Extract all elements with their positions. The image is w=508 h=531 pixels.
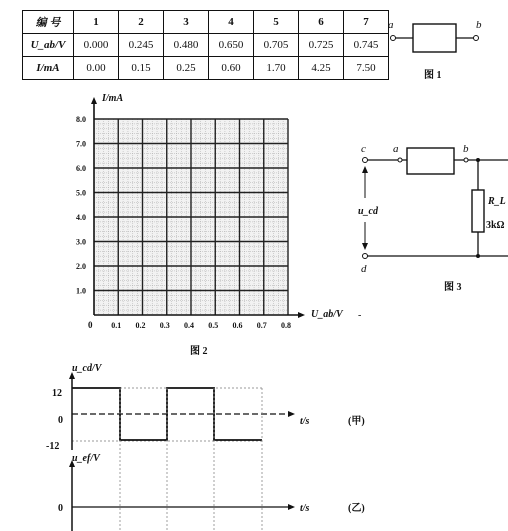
x-tick-label: 0.8: [281, 321, 291, 330]
label-c: c: [361, 143, 366, 155]
table-head-cell: 1: [74, 11, 119, 34]
table-cell: 1.70: [254, 57, 299, 80]
table-head-cell: 4: [209, 11, 254, 34]
jia-zero-label: 0: [58, 415, 63, 426]
x-tick-label: 0.3: [159, 321, 170, 330]
table-head-cell: 3: [164, 11, 209, 34]
terminal-c: [363, 158, 368, 163]
label-b-fig3: b: [463, 143, 469, 155]
table-cell: 0.705: [254, 34, 299, 57]
label-a-fig3: a: [393, 143, 399, 155]
figure-1: [388, 19, 482, 81]
jia-top-label: 12: [52, 388, 62, 399]
y-tick-label: 5.0: [76, 188, 86, 198]
load-resistor: [472, 190, 484, 232]
x-tick-label: 0.2: [135, 321, 146, 330]
y-tick-label: 3.0: [76, 237, 86, 247]
label-rl: R_L: [488, 196, 506, 207]
table-head-cell: 编 号: [23, 11, 74, 34]
figure-3-circuit: [358, 143, 508, 321]
x-tick-labels: [111, 321, 291, 330]
row-label-voltage: U_ab/V: [23, 34, 74, 57]
label-ucd: u_cd: [358, 206, 378, 217]
node-a: [398, 158, 402, 162]
table-cell: 0.25: [164, 57, 209, 80]
fig3-caption: 图 3: [444, 282, 462, 293]
table-head-cell: 5: [254, 11, 299, 34]
jia-t-label: t/s: [300, 416, 310, 427]
yi-zero-label: 0: [58, 503, 63, 514]
label-b: b: [476, 19, 482, 31]
x-tick-label: 0.4: [184, 321, 194, 330]
stray-dash: -: [358, 310, 362, 321]
table-cell: 0.745: [344, 34, 389, 57]
x-tick-label: 0.5: [208, 321, 219, 330]
label-d: d: [361, 263, 367, 275]
junction-top: [476, 158, 480, 162]
table-cell: 0.725: [299, 34, 344, 57]
table-cell: 7.50: [344, 57, 389, 80]
y-axis-label: I/mA: [102, 93, 124, 104]
terminal-a: [391, 36, 396, 41]
table-head-cell: 7: [344, 11, 389, 34]
x-axis-label: U_ab/V: [311, 309, 343, 320]
fig1-caption: 图 1: [424, 70, 442, 81]
table-cell: 0.245: [119, 34, 164, 57]
figure-2-chart: [76, 93, 344, 357]
table-cell: 0.60: [209, 57, 254, 80]
origin-label: 0: [88, 320, 93, 330]
junction-bottom: [476, 254, 480, 258]
table-cell: 0.480: [164, 34, 209, 57]
y-tick-label: 4.0: [76, 213, 86, 222]
waveform-jia: [46, 363, 365, 452]
yi-tag: (乙): [348, 503, 365, 514]
node-b: [464, 158, 468, 162]
jia-bottom-label: -12: [46, 441, 60, 452]
x-tick-label: 0.1: [111, 321, 122, 330]
table-head-cell: 6: [299, 11, 344, 34]
table-cell: 0.000: [74, 34, 119, 57]
yi-t-label: t/s: [300, 503, 310, 514]
row-label-current: I/mA: [23, 57, 74, 80]
table-cell: 4.25: [299, 57, 344, 80]
yi-y-label: u_ef/V: [72, 453, 100, 464]
y-axis-arrow: [91, 97, 97, 104]
table-cell: 0.00: [74, 57, 119, 80]
table-cell: 0.650: [209, 34, 254, 57]
waveform-yi: [58, 453, 365, 531]
y-tick-label: 2.0: [76, 262, 86, 271]
period-guides: [120, 388, 262, 531]
label-rl-value: 3kΩ: [486, 220, 505, 231]
label-a: a: [388, 19, 394, 31]
x-axis-arrow: [298, 312, 305, 318]
element-box: [407, 148, 454, 174]
terminal-b: [474, 36, 479, 41]
terminal-d: [363, 254, 368, 259]
x-tick-label: 0.7: [256, 321, 267, 330]
jia-y-label: u_cd/V: [72, 363, 102, 374]
x-tick-label: 0.6: [232, 321, 243, 330]
table-head-cell: 2: [119, 11, 164, 34]
table-cell: 0.15: [119, 57, 164, 80]
resistor-box: [413, 24, 456, 52]
y-tick-label: 8.0: [76, 115, 86, 124]
y-tick-label: 6.0: [76, 164, 86, 173]
jia-tag: (甲): [348, 416, 365, 427]
fig2-caption: 图 2: [190, 346, 208, 357]
y-tick-label: 7.0: [76, 139, 86, 149]
y-tick-labels: [76, 115, 86, 296]
y-tick-label: 1.0: [76, 286, 86, 296]
